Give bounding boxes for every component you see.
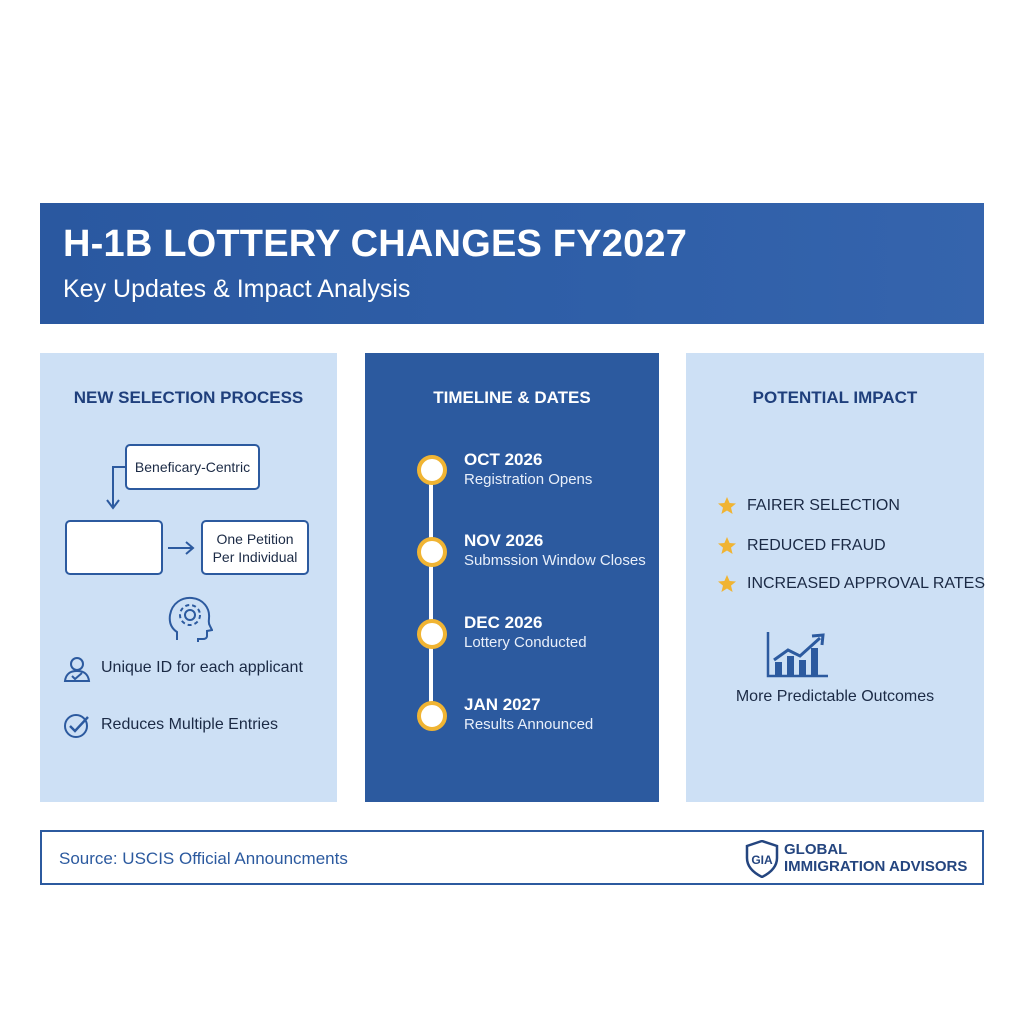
timeline-date: JAN 2027	[464, 695, 541, 714]
person-id-icon	[62, 654, 92, 684]
impact-panel	[686, 353, 984, 802]
selection-process-panel	[40, 353, 337, 802]
header-banner	[40, 203, 984, 324]
impact-heading: POTENTIAL IMPACT	[752, 388, 918, 407]
timeline-date: OCT 2026	[464, 450, 543, 469]
impact-label: REDUCED FRAUD	[747, 537, 886, 554]
unique-id-label: Unique ID for each applicant	[101, 659, 303, 676]
star-icon	[717, 496, 737, 516]
check-circle-icon	[62, 711, 92, 741]
impact-label: FAIRER SELECTION	[747, 497, 900, 514]
timeline-dot	[417, 455, 447, 485]
timeline-dot	[417, 537, 447, 567]
timeline-desc: Lottery Conducted	[464, 634, 587, 651]
impact-caption: More Predictable Outcomes	[735, 688, 935, 705]
blank-process-box	[65, 520, 163, 575]
star-icon	[717, 536, 737, 556]
timeline-desc: Results Announced	[464, 716, 594, 733]
reduces-entries-label: Reduces Multiple Entries	[101, 716, 278, 733]
shield-logo-icon	[745, 840, 779, 878]
timeline-dot	[417, 701, 447, 731]
footer-bar	[40, 830, 984, 885]
timeline-date: DEC 2026	[464, 613, 543, 632]
brand-line1: GLOBAL	[784, 841, 848, 858]
page-title: H-1B LOTTERY CHANGES FY2027	[63, 223, 688, 265]
timeline-desc: Submssion Window Closes	[464, 552, 646, 569]
timeline-dot	[417, 619, 447, 649]
impact-label: INCREASED APPROVAL RATES	[747, 575, 985, 592]
selection-process-heading: NEW SELECTION PROCESS	[73, 388, 304, 407]
one-petition-box	[201, 520, 309, 575]
timeline-line	[429, 466, 433, 720]
logo-letters: GIA	[751, 853, 773, 867]
timeline-date: NOV 2026	[464, 531, 544, 550]
growth-chart-icon	[766, 630, 830, 680]
beneficiary-centric-box: Beneficary-Centric	[125, 444, 260, 490]
timeline-heading: TIMELINE & DATES	[433, 388, 591, 407]
timeline-panel	[365, 353, 659, 802]
brand-name	[784, 841, 967, 875]
page-subtitle: Key Updates & Impact Analysis	[63, 275, 411, 303]
one-petition-line1: One Petition	[216, 531, 294, 547]
one-petition-line2: Per Individual	[212, 549, 298, 565]
brand-line2: IMMIGRATION ADVISORS	[784, 858, 968, 875]
source-text: Source: USCIS Official Announcments	[59, 849, 348, 868]
timeline-desc: Registration Opens	[464, 471, 593, 488]
star-icon	[717, 574, 737, 594]
head-gear-icon	[167, 594, 213, 644]
